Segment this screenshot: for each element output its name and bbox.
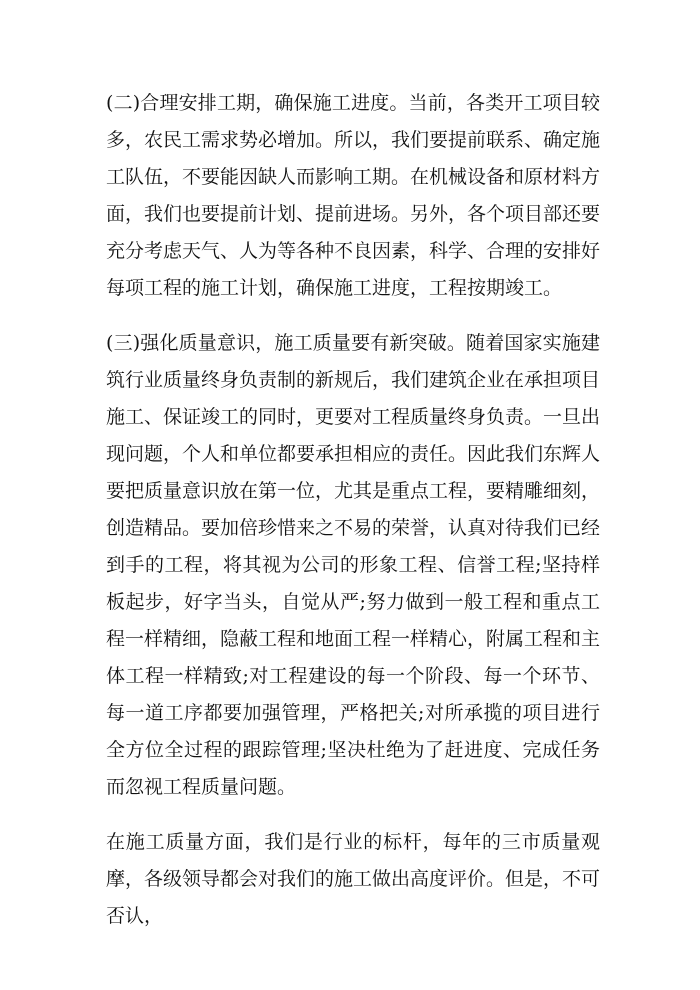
paragraph-quality-standard: 在施工质量方面，我们是行业的标杆，每年的三市质量观摩，各级领导都会对我们的施工做出高度评价。但是，不可否认，	[106, 831, 601, 927]
paragraph-quality-awareness: (三)强化质量意识，施工质量要有新突破。随着国家实施建筑行业质量终身负责制的新规后，我们建筑企业在承担项目施工、保证竣工的同时，更要对工程质量终身负责。一旦出现问题，个人和单位都要承担相应的责任。因此我们东辉人要把质量意识放在第一位，尤其是重点工程，要精雕细刻，创造精品。要加倍珍惜来之不易的荣誉，认真对待我们已经到手的工程，将其视为公司的形象工程、信誉工程;坚持样板起步，好字当头，自觉从严;努力做到一般工程和重点工程一样精细，隐蔽工程和地面工程一样精心，附属工程和主体工程一样精致;对工程建设的每一个阶段、每一个环节、每一道工序都要加强管理，严格把关;对所承揽的项目进行全方位全过程的跟踪管理;坚决杜绝为了赶进度、完成任务而忽视工程质量问题。	[106, 332, 601, 798]
document-body	[106, 85, 600, 953]
paragraph-schedule: (二)合理安排工期，确保施工进度。当前，各类开工项目较多，农民工需求势必增加。所以，我们要提前联系、确定施工队伍，不要能因缺人而影响工期。在机械设备和原材料方面，我们也要提前计划、提前进场。另外，各个项目部还要充分考虑天气、人为等各种不良因素，科学、合理的安排好每项工程的施工计划，确保施工进度，工程按期竣工。	[106, 92, 601, 299]
